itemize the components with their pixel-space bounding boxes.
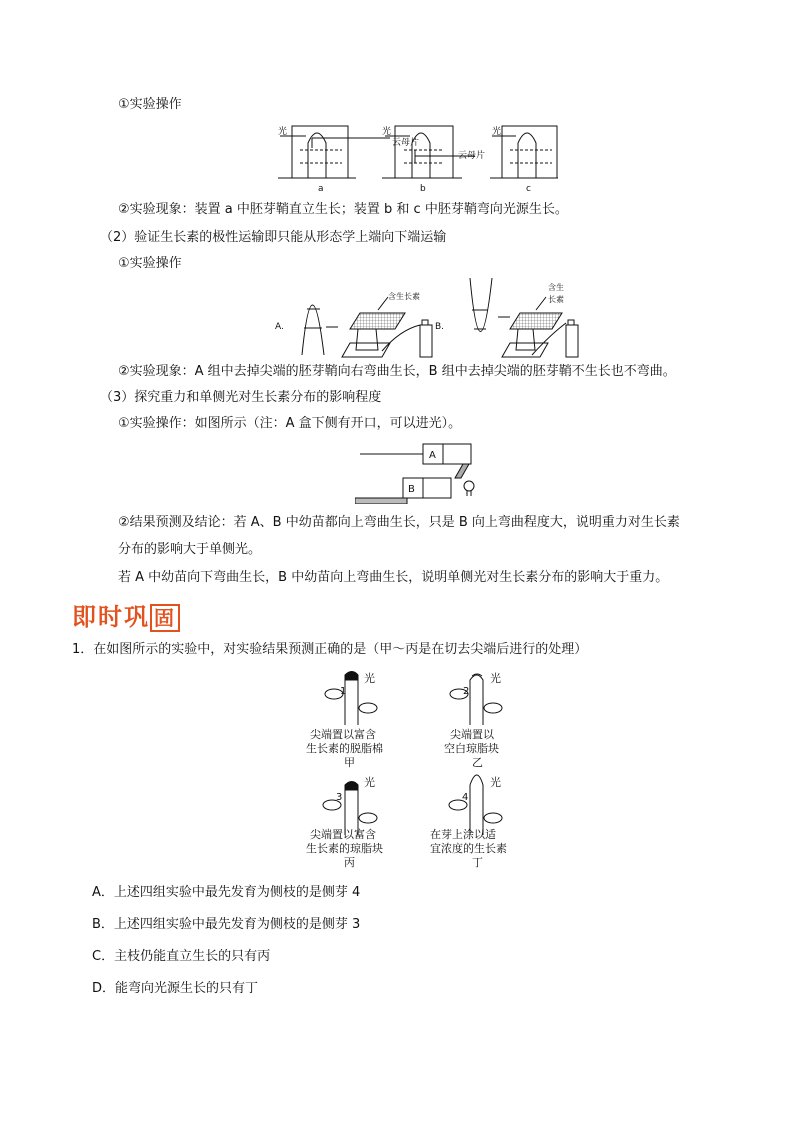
- op-label-1: ①实验操作: [118, 97, 182, 112]
- result-2: 分布的影响大于单侧光。: [118, 542, 262, 557]
- svg-text:光: 光: [490, 776, 501, 789]
- svg-text:长素: 长素: [548, 295, 564, 304]
- title-box-char: 固: [150, 604, 180, 632]
- svg-text:4: 4: [462, 792, 469, 803]
- option-d: D．能弯向光源生长的只有丁: [92, 981, 259, 996]
- svg-text:尖端置以富含: 尖端置以富含: [310, 728, 376, 741]
- svg-text:生长素的脱脂棉: 生长素的脱脂棉: [306, 742, 383, 755]
- phenomenon-1: ②实验现象：装置 a 中胚芽鞘直立生长；装置 b 和 c 中胚芽鞘弯向光源生长。: [118, 202, 568, 217]
- svg-text:1: 1: [340, 686, 347, 697]
- svg-text:空白琼脂块: 空白琼脂块: [444, 742, 499, 755]
- svg-text:云母片: 云母片: [458, 151, 486, 161]
- figure-coleoptile-mica: [270, 118, 560, 194]
- svg-text:尖端置以: 尖端置以: [450, 728, 494, 741]
- svg-text:光: 光: [278, 127, 288, 137]
- svg-text:生长素的琼脂块: 生长素的琼脂块: [306, 842, 383, 855]
- svg-text:c: c: [526, 184, 531, 194]
- svg-text:光: 光: [382, 127, 392, 137]
- option-a: A．上述四组实验中最先发育为侧枝的是侧芽 4: [92, 885, 361, 900]
- svg-text:2: 2: [463, 686, 470, 697]
- svg-text:光: 光: [492, 127, 502, 137]
- svg-text:光: 光: [364, 776, 375, 789]
- svg-text:光: 光: [490, 672, 501, 685]
- result-3: 若 A 中幼苗向下弯曲生长，B 中幼苗向上弯曲生长，说明单侧光对生长素分布的影响大于重力。: [118, 570, 669, 585]
- svg-text:a: a: [318, 184, 324, 194]
- svg-text:尖端置以富含: 尖端置以富含: [310, 828, 376, 841]
- question-1: 1．在如图所示的实验中，对实验结果预测正确的是（甲～丙是在切去尖端后进行的处理）: [72, 642, 588, 657]
- figure-gravity-light: [355, 442, 490, 504]
- svg-text:b: b: [420, 184, 426, 194]
- svg-text:乙: 乙: [472, 756, 483, 769]
- svg-text:3: 3: [336, 792, 343, 803]
- svg-text:含生长素: 含生长素: [388, 292, 420, 301]
- svg-text:B.: B.: [435, 322, 445, 332]
- svg-text:云母片: 云母片: [392, 138, 420, 148]
- heading-3: （3）探究重力和单侧光对生长素分布的影响程度: [100, 390, 382, 405]
- svg-text:宜浓度的生长素: 宜浓度的生长素: [430, 842, 507, 855]
- svg-text:B: B: [408, 484, 415, 495]
- svg-text:丙: 丙: [344, 856, 355, 869]
- option-b: B．上述四组实验中最先发育为侧枝的是侧芽 3: [92, 917, 361, 932]
- option-c: C．主枝仍能直立生长的只有丙: [92, 949, 271, 964]
- result-1: ②结果预测及结论：若 A、B 中幼苗都向上弯曲生长，只是 B 向上弯曲程度大，说明重力对生长素: [118, 515, 680, 530]
- figure-bud-experiment: [300, 670, 530, 870]
- svg-text:A.: A.: [275, 322, 284, 332]
- op-label-2: ①实验操作: [118, 256, 182, 271]
- heading-2: （2）验证生长素的极性运输即只能从形态学上端向下端运输: [100, 230, 447, 245]
- svg-text:丁: 丁: [472, 856, 483, 869]
- svg-text:含生: 含生: [548, 283, 564, 292]
- svg-text:A: A: [429, 450, 436, 461]
- phenomenon-2: ②实验现象：A 组中去掉尖端的胚芽鞘向右弯曲生长，B 组中去掉尖端的胚芽鞘不生长也不弯曲。: [118, 364, 676, 379]
- svg-text:甲: 甲: [344, 756, 355, 769]
- figure-polar-transport: [270, 275, 590, 360]
- svg-text:在芽上涂以适: 在芽上涂以适: [430, 828, 496, 841]
- svg-text:光: 光: [364, 672, 375, 685]
- section-title: 即时巩 固: [72, 597, 180, 632]
- op-label-3: ①实验操作：如图所示（注：A 盒下侧有开口，可以进光）。: [118, 416, 462, 431]
